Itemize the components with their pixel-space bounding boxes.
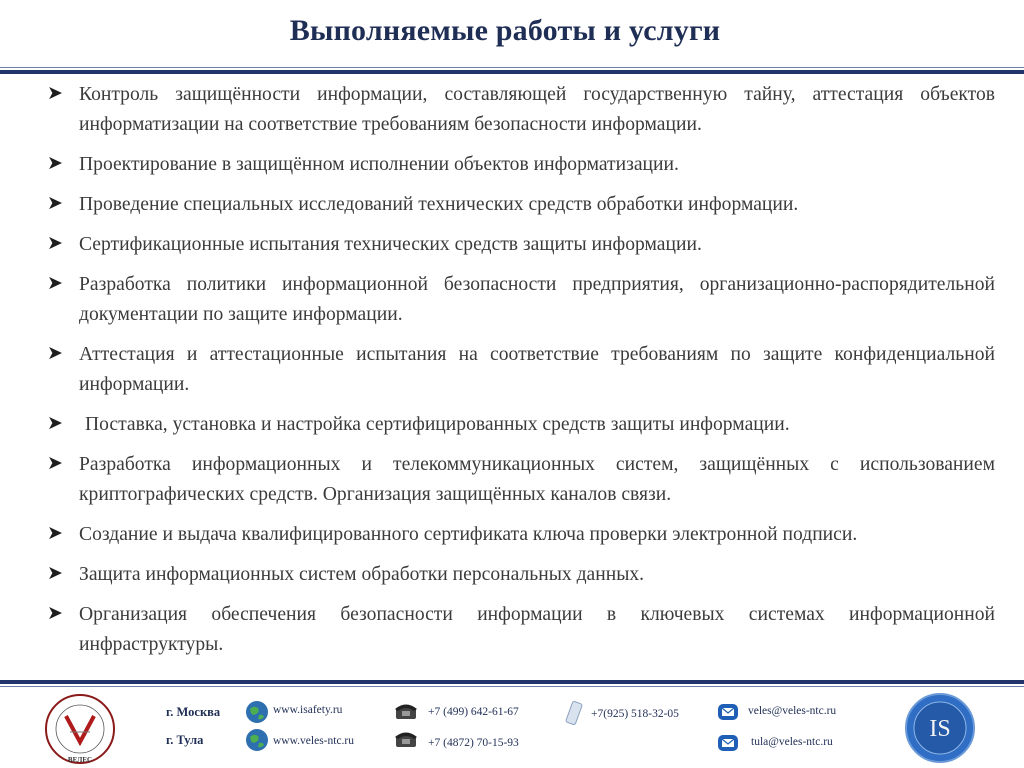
top-divider-thick xyxy=(0,70,1024,74)
list-item xyxy=(47,80,995,140)
list-item xyxy=(47,560,995,590)
bottom-divider-thin xyxy=(0,686,1024,687)
website-link-veles[interactable]: www.veles-ntc.ru xyxy=(273,735,355,747)
arrow-bullet-icon: ➤ xyxy=(47,232,63,254)
list-item xyxy=(47,410,995,440)
list-item-text: Сертификационные испытания технических средств защиты информации. xyxy=(79,234,702,255)
phone-tula: +7 (4872) 70-15-93 xyxy=(428,737,519,749)
is-logo-icon xyxy=(904,692,976,764)
arrow-bullet-icon: ➤ xyxy=(47,412,63,434)
slide-title: Выполняемые работы и услуги xyxy=(289,14,721,47)
top-divider-thin xyxy=(0,67,1024,68)
website-link-isafety[interactable]: www.isafety.ru xyxy=(273,704,343,716)
city-moscow: г. Москва xyxy=(166,705,221,719)
city-tula: г. Тула xyxy=(166,733,204,747)
mobile-phone-icon xyxy=(564,700,584,726)
email-veles[interactable]: veles@veles-ntc.ru xyxy=(748,705,837,717)
list-item-text: Разработка политики информационной безопасности предприятия, организационно-распорядительной документации по защите информации. xyxy=(79,274,995,325)
list-item-text: Проведение специальных исследований технических средств обработки информации. xyxy=(79,194,799,215)
arrow-bullet-icon: ➤ xyxy=(47,562,63,584)
list-item xyxy=(47,340,995,400)
svg-text:IS: IS xyxy=(929,716,951,742)
arrow-bullet-icon: ➤ xyxy=(47,192,63,214)
phone-moscow: +7 (499) 642-61-67 xyxy=(428,706,519,718)
list-item-text: Проектирование в защищённом исполнении объектов информатизации. xyxy=(79,154,679,175)
list-item-text: Защита информационных систем обработки персональных данных. xyxy=(79,564,645,585)
list-item xyxy=(47,190,995,220)
arrow-bullet-icon: ➤ xyxy=(47,152,63,174)
bottom-divider-thick xyxy=(0,680,1024,684)
list-item xyxy=(47,450,995,510)
globe-icon xyxy=(245,728,269,752)
list-item-text: Контроль защищённости информации, составляющей государственную тайну, аттестация объектов информатизации на соответствие требованиям безопасности информации. xyxy=(79,84,995,135)
globe-icon xyxy=(245,700,269,724)
phone-icon xyxy=(394,730,418,748)
list-item xyxy=(47,270,995,330)
list-item xyxy=(47,520,995,550)
list-item xyxy=(47,230,995,260)
arrow-bullet-icon: ➤ xyxy=(47,522,63,544)
email-icon xyxy=(717,734,739,752)
svg-text:ВЕЛЕС: ВЕЛЕС xyxy=(67,756,93,764)
arrow-bullet-icon: ➤ xyxy=(47,602,63,624)
veles-logo-icon xyxy=(30,692,130,766)
arrow-bullet-icon: ➤ xyxy=(47,82,63,104)
arrow-bullet-icon: ➤ xyxy=(47,342,63,364)
phone-icon xyxy=(394,702,418,720)
mobile-phone: +7(925) 518-32-05 xyxy=(591,708,679,720)
list-item xyxy=(47,600,995,660)
email-icon xyxy=(717,703,739,721)
email-tula[interactable]: tula@veles-ntc.ru xyxy=(751,736,833,748)
list-item-text: Разработка информационных и телекоммуникационных систем, защищённых с использованием криптографических средств. Организация защищённых каналов связи. xyxy=(79,454,995,505)
list-item-text: Поставка, установка и настройка сертифицированных средств защиты информации. xyxy=(85,414,790,435)
list-item-text: Аттестация и аттестационные испытания на соответствие требованиям по защите конфиденциальной информации. xyxy=(79,344,995,395)
arrow-bullet-icon: ➤ xyxy=(47,452,63,474)
list-item-text: Организация обеспечения безопасности информации в ключевых системах информационной инфраструктуры. xyxy=(79,604,995,655)
list-item xyxy=(47,150,995,180)
list-item-text: Создание и выдача квалифицированного сертификата ключа проверки электронной подписи. xyxy=(79,524,858,545)
services-list xyxy=(47,80,995,670)
contact-footer xyxy=(0,688,1024,768)
arrow-bullet-icon: ➤ xyxy=(47,272,63,294)
